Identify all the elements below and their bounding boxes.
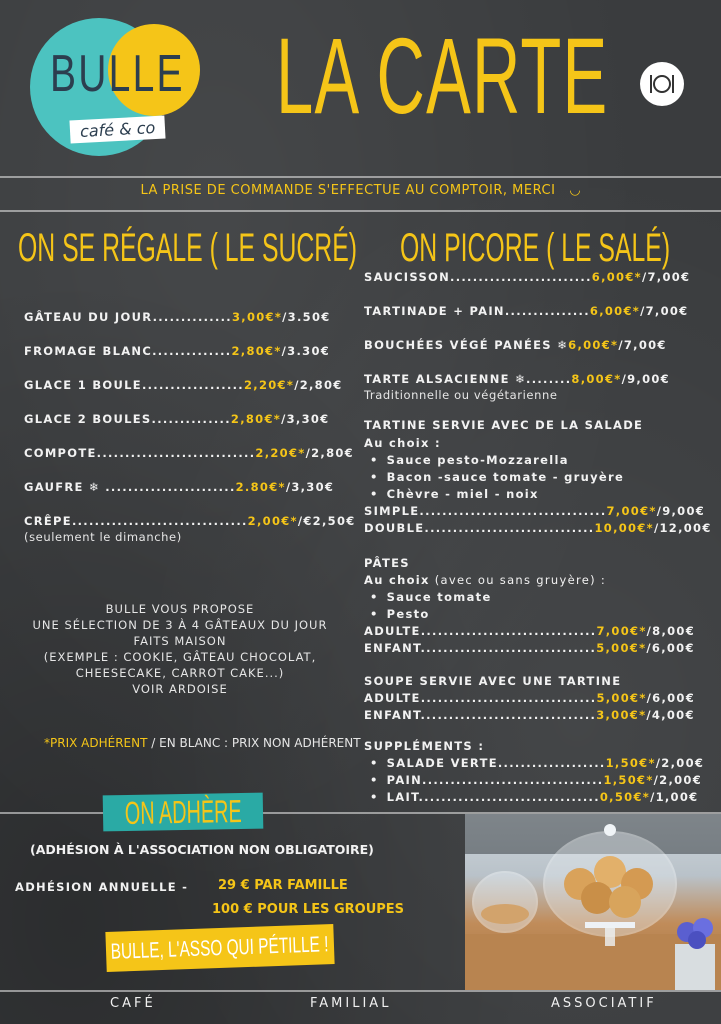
footer-cafe: CAFÉ bbox=[110, 996, 156, 1011]
pates-title: PÂTES bbox=[364, 556, 410, 570]
tartine-title: TARTINE SERVIE AVEC DE LA SALADE bbox=[364, 418, 644, 432]
menu-item: ADULTE...............................5,00€*/6,00€ bbox=[364, 691, 696, 705]
cake-promo: BULLE VOUS PROPOSE UNE SÉLECTION DE 3 À 4 GÂTEAUX DU JOUR FAITS MAISON (EXEMPLE : COOKIE, GÂTEAU CHOCOLAT, CHEESECAKE, CARROT CAKE...) VOIR ARDOISE bbox=[32, 602, 328, 696]
menu-item: DOUBLE..............................10,00€*/12,00€ bbox=[364, 521, 712, 535]
pates-option: • Pesto bbox=[364, 607, 714, 624]
membership-label: ADHÉSION ANNUELLE - bbox=[15, 880, 189, 894]
sweet-section-title: ON SE RÉGALE ( LE SUCRÉ) bbox=[18, 226, 358, 270]
menu-item: CRÊPE...............................2,00€*/€2,50€ bbox=[24, 514, 356, 528]
membership-badge: ON ADHÈRE bbox=[103, 793, 264, 832]
soupe-title: SOUPE SERVIE AVEC UNE TARTINE bbox=[364, 674, 622, 688]
sweet-menu-list bbox=[24, 310, 356, 544]
divider-notice bbox=[0, 210, 721, 212]
cake-photo bbox=[465, 814, 721, 990]
logo-name: BULLE bbox=[50, 45, 185, 103]
price-legend: *PRIX ADHÉRENT / EN BLANC : PRIX NON ADHÉRENT bbox=[44, 736, 361, 750]
salty-menu-list bbox=[364, 270, 714, 807]
tartine-choice: Au choix : bbox=[364, 436, 441, 450]
menu-item: ENFANT...............................3,00€*/4,00€ bbox=[364, 708, 695, 722]
divider-top bbox=[0, 176, 721, 178]
tartine-option: • Bacon -sauce tomate - gruyère bbox=[364, 470, 714, 487]
supplement-item: • PAIN................................1,50€*/2,00€ bbox=[364, 773, 714, 790]
slogan-pill: BULLE, L'ASSO QUI PÉTILLE ! bbox=[105, 924, 334, 972]
footer-familial: FAMILIAL bbox=[310, 996, 392, 1011]
menu-item: TARTINADE + PAIN...............6,00€*/7,00€ bbox=[364, 304, 689, 318]
group-price: 100 € POUR LES GROUPES bbox=[212, 902, 405, 917]
salty-section-title: ON PICORE ( LE SALÉ) bbox=[400, 226, 671, 270]
family-price: 29 € PAR FAMILLE bbox=[218, 878, 348, 893]
divider-footer bbox=[0, 990, 721, 992]
menu-item: ADULTE...............................7,00€*/8,00€ bbox=[364, 624, 696, 638]
menu-item: SAUCISSON.........................6,00€*/7,00€ bbox=[364, 270, 691, 284]
menu-item: GLACE 2 BOULES..............2,80€*/3,30€ bbox=[24, 412, 330, 426]
supplements-title: SUPPLÉMENTS : bbox=[364, 739, 485, 753]
menu-item: FROMAGE BLANC..............2,80€*/3.30€ bbox=[24, 344, 331, 358]
pates-choice: Au choix (avec ou sans gruyère) : bbox=[364, 573, 607, 587]
footer-associatif: ASSOCIATIF bbox=[551, 996, 657, 1011]
order-notice bbox=[0, 183, 721, 198]
supplement-item: • LAIT................................0,50€*/1,00€ bbox=[364, 790, 714, 807]
tarte-note: Traditionnelle ou végétarienne bbox=[364, 388, 558, 402]
menu-item: GÂTEAU DU JOUR..............3,00€*/3.50€ bbox=[24, 310, 331, 324]
bulle-logo bbox=[30, 10, 200, 160]
pates-option: • Sauce tomate bbox=[364, 590, 714, 607]
plate-fork-knife-icon bbox=[640, 62, 684, 106]
crepe-note: (seulement le dimanche) bbox=[24, 530, 182, 544]
notice-text: LA PRISE DE COMMANDE S'EFFECTUE AU COMPTOIR, MERCI bbox=[140, 183, 556, 198]
tartine-option: • Sauce pesto-Mozzarella bbox=[364, 453, 714, 470]
membership-subtitle: (ADHÉSION À L'ASSOCIATION NON OBLIGATOIRE) bbox=[30, 842, 374, 857]
menu-item: SIMPLE.................................7,00€*/9,00€ bbox=[364, 504, 706, 518]
menu-item: TARTE ALSACIENNE ❄........8,00€*/9,00€ bbox=[364, 372, 670, 386]
tartine-option: • Chèvre - miel - noix bbox=[364, 487, 714, 504]
menu-item: GAUFRE ❄ .......................2.80€*/3,30€ bbox=[24, 480, 335, 494]
supplement-item: • SALADE VERTE...................1,50€*/2,00€ bbox=[364, 756, 714, 773]
menu-item: ENFANT...............................5,00€*/6,00€ bbox=[364, 641, 695, 655]
menu-item: GLACE 1 BOULE..................2,20€*/2,80€ bbox=[24, 378, 343, 392]
menu-item: COMPOTE............................2,20€*/2,80€ bbox=[24, 446, 354, 460]
logo-tagline: café & co bbox=[69, 116, 165, 144]
page-title: LA CARTE bbox=[276, 15, 609, 136]
menu-item: BOUCHÉES VÉGÉ PANÉES ❄6,00€*/7,00€ bbox=[364, 338, 667, 352]
smile-icon: ◡ bbox=[570, 183, 581, 198]
